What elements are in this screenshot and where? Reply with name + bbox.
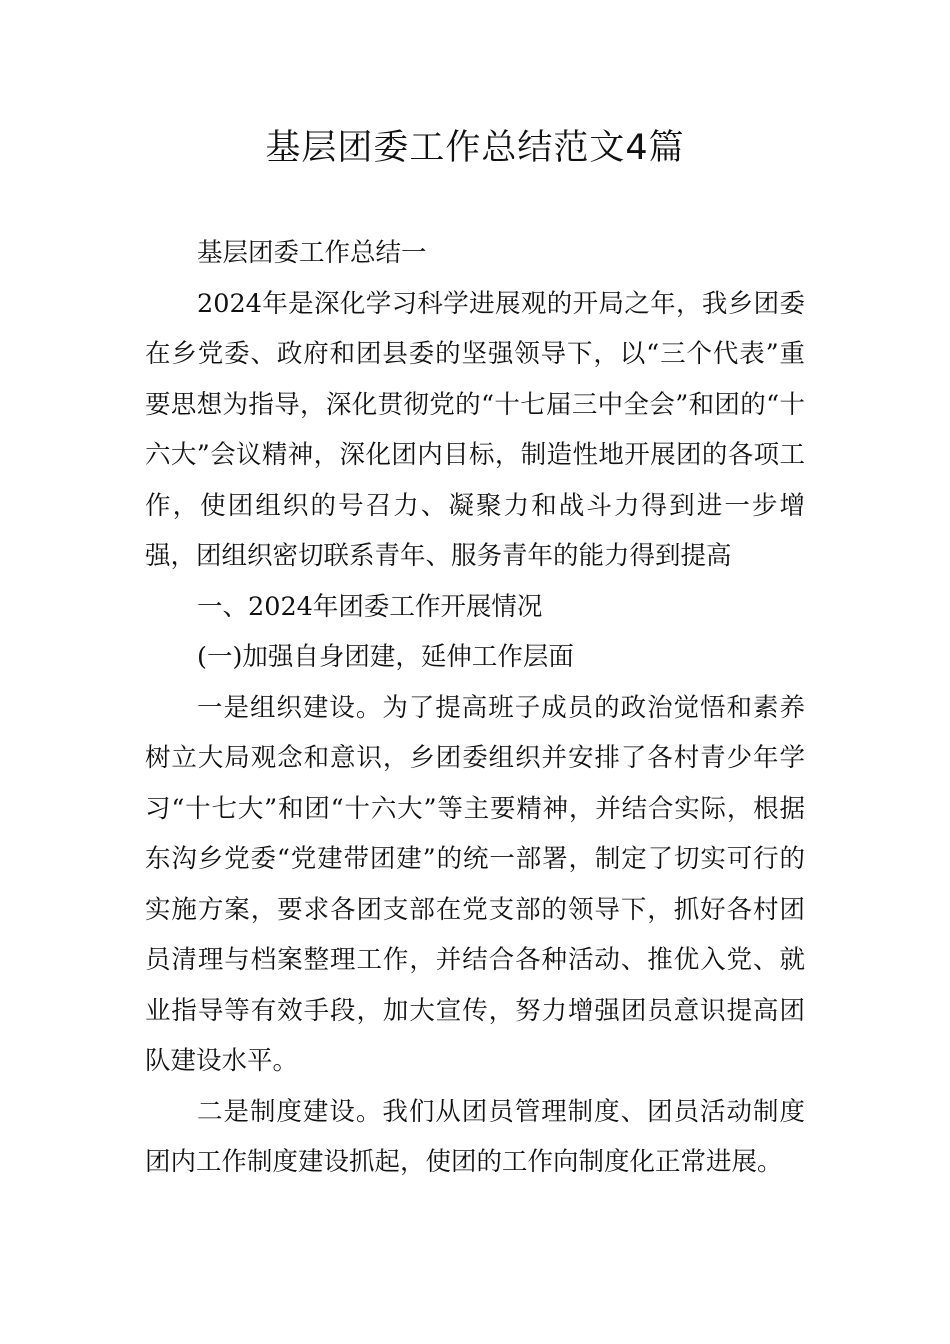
paragraph-intro: 2024年是深化学习科学进展观的开局之年，我乡团委在乡党委、政府和团县委的坚强领导下，以“三个代表”重要思想为指导，深化贯彻党的“十七届三中全会”和团的“十六大”会议精神，深化团内目标，制造性地开展团的各项工作，使团组织的号召力、凝聚力和战斗力得到进一步增强，团组织密切联系青年、服务青年的能力得到提高 [145,288,805,571]
document-body [145,228,805,1188]
document-title: 基层团委工作总结范文4篇 [265,128,685,168]
section-heading-work-status: 一、2024年团委工作开展情况 [197,591,543,622]
section-heading-summary-one: 基层团委工作总结一 [197,238,427,268]
subsection-heading-team-building: (一)加强自身团建，延伸工作层面 [197,642,574,672]
paragraph-organization-building: 一是组织建设。为了提高班子成员的政治觉悟和素养树立大局观念和意识，乡团委组织并安排了各村青少年学习“十七大”和团“十六大”等主要精神，并结合实际，根据东沟乡党委“党建带团建”的统一部署，制定了切实可行的实施方案，要求各团支部在党支部的领导下，抓好各村团员清理与档案整理工作，并结合各种活动、推优入党、就业指导等有效手段，加大宣传，努力增强团员意识提高团队建设水平。 [145,692,805,1076]
paragraph-system-building: 二是制度建设。我们从团员管理制度、团员活动制度团内工作制度建设抓起，使团的工作向制度化正常进展。 [145,1096,805,1177]
